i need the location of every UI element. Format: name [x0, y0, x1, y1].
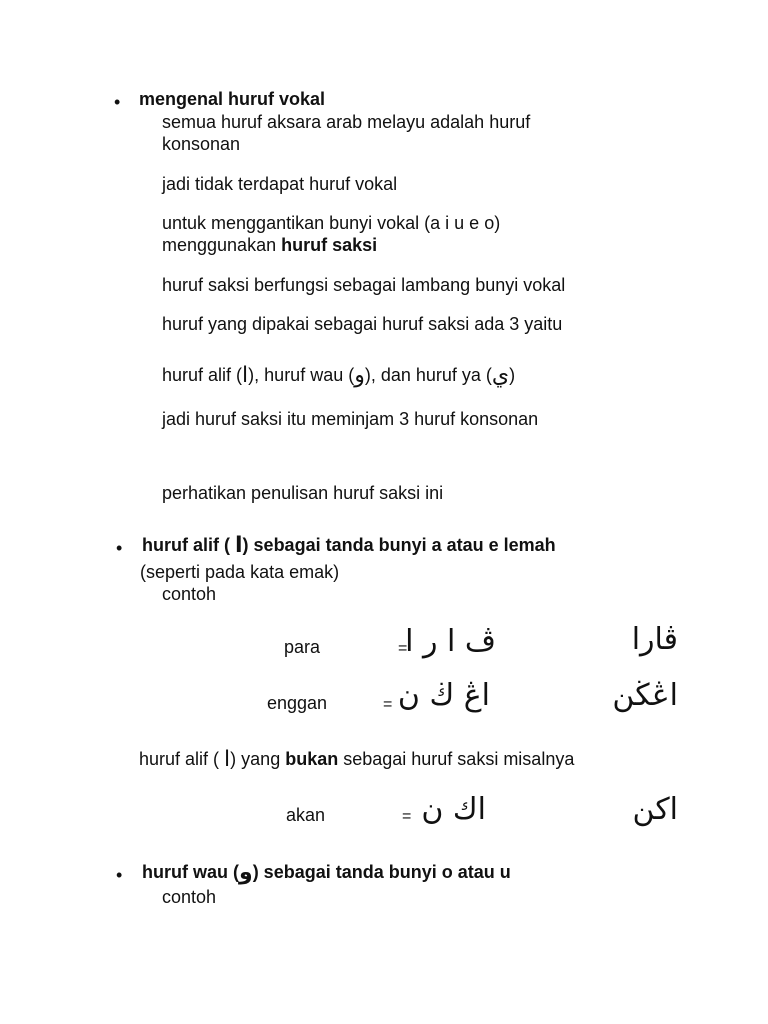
paragraph-line [162, 234, 377, 256]
arabic-letter-wau: و [354, 363, 365, 388]
paragraph-line: konsonan [162, 134, 241, 154]
emphasis-text: huruf saksi [281, 235, 378, 255]
arabic-letter-alif: ا [242, 363, 249, 388]
arabic-joined-word: اكن [632, 792, 678, 827]
arabic-letter-ya: ي [491, 363, 510, 388]
text: huruf alif ( [142, 535, 235, 555]
text: ), huruf wau ( [248, 365, 355, 385]
text: ) yang [230, 749, 286, 769]
text: ) sebagai tanda bunyi a atau e lemah [242, 535, 556, 555]
paragraph-line: jadi tidak terdapat huruf vokal [162, 174, 398, 194]
example-word: enggan [267, 693, 328, 713]
bullet-icon: • [116, 865, 123, 885]
arabic-joined-word: اڠڬن [612, 678, 678, 713]
paragraph-line: perhatikan penulisan huruf saksi ini [162, 483, 444, 503]
section-heading-huruf-alif [142, 534, 556, 556]
paragraph-line: semua huruf aksara arab melayu adalah huruf [162, 112, 531, 132]
paragraph-line-arabic-letters [162, 364, 515, 386]
arabic-letter-alif: ا [224, 747, 231, 772]
example-word: para [284, 637, 321, 657]
paragraph-line-note [139, 748, 574, 770]
equals-sign: = [398, 640, 408, 657]
paragraph-line: (seperti pada kata emak) [140, 562, 340, 582]
emphasis-text: bukan [285, 749, 339, 769]
bullet-icon: • [116, 538, 123, 558]
equals-sign: = [402, 808, 412, 825]
section-heading-huruf-wau [142, 861, 511, 883]
text: ), dan huruf ya ( [364, 365, 492, 385]
text: huruf wau ( [142, 862, 239, 882]
example-word: akan [286, 805, 326, 825]
arabic-split-letters: ڤ ا ر ا [405, 624, 496, 659]
paragraph-line: huruf yang dipakai sebagai huruf saksi ada 3 yaitu [162, 314, 563, 334]
arabic-letter-wau: و [239, 860, 253, 885]
arabic-letter-alif: ا [235, 533, 243, 558]
paragraph-line: jadi huruf saksi itu meminjam 3 huruf konsonan [162, 409, 539, 429]
example-label: contoh [162, 887, 217, 907]
paragraph-line: untuk menggantikan bunyi vokal (a i u e o) [162, 213, 501, 233]
arabic-split-letters: اڠ ڬ ن [397, 678, 490, 713]
paragraph-line: huruf saksi berfungsi sebagai lambang bunyi vokal [162, 275, 566, 295]
text: ) [509, 365, 516, 385]
text: huruf alif ( [162, 365, 243, 385]
text: ) sebagai tanda bunyi o atau u [252, 862, 511, 882]
bullet-icon: • [114, 92, 121, 112]
arabic-joined-word: ڤارا [631, 622, 678, 657]
text: menggunakan [162, 235, 282, 255]
section-heading-huruf-vokal: mengenal huruf vokal [139, 89, 326, 109]
text: huruf alif ( [139, 749, 225, 769]
equals-sign: = [383, 696, 393, 713]
text: sebagai huruf saksi misalnya [338, 749, 575, 769]
arabic-split-letters: اك ن [421, 792, 486, 827]
example-label: contoh [162, 584, 217, 604]
